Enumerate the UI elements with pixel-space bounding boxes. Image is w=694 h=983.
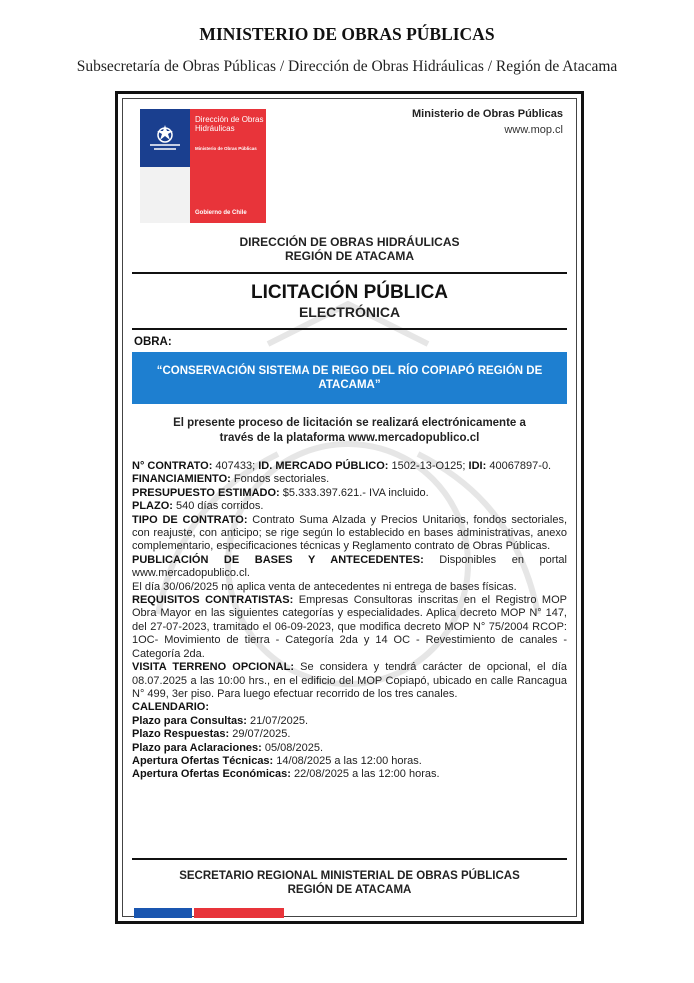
flag-stripe-blue (134, 908, 192, 918)
ministry-url[interactable]: www.mop.cl (504, 124, 563, 136)
visita-terreno (132, 661, 567, 701)
mercado-label: ID. MERCADO PÚBLICO: (258, 460, 389, 472)
header-subtitle: Subsecretaría de Obras Públicas / Dirección de Obras Hidráulicas / Región de Atacama (76, 58, 618, 75)
flag-stripe-red (194, 908, 284, 918)
requisitos-label: REQUISITOS CONTRATISTAS: (132, 594, 294, 607)
calendar-item (132, 742, 567, 755)
calendar-item-label: Plazo Respuestas: (132, 728, 230, 741)
presupuesto-value: $5.333.397.621.- IVA incluido. (279, 486, 429, 499)
obra-name: “CONSERVACIÓN SISTEMA DE RIEGO DEL RÍO COPIAPÓ REGIÓN DE ATACAMA” (156, 365, 543, 391)
calendar-item (132, 728, 567, 741)
financiamiento (132, 473, 567, 486)
mercado-value: 1502-13-O125; (388, 460, 469, 472)
obra-label: OBRA: (134, 336, 172, 348)
contrato-value: 407433; (212, 460, 259, 472)
calendar-item-label: Apertura Ofertas Técnicas: (132, 754, 274, 767)
ministry-name: Ministerio de Obras Públicas (412, 108, 563, 120)
tipo-contrato (132, 514, 567, 554)
calendar-item (132, 715, 567, 728)
calendar-item-value: 21/07/2025. (246, 714, 309, 727)
header-title: MINISTERIO DE OBRAS PÚBLICAS (199, 24, 495, 44)
calendar-item (132, 768, 567, 781)
financiamiento-label: FINANCIAMIENTO: (132, 473, 231, 486)
requisitos-value: Empresas Consultoras inscritas en el Registro MOP Obra Mayor en las siguientes categorías y especialidades. Aplica decreto MOP N° 147, del 27-07-2023, tramitado el 06-09-2023, que modifica decreto MOP N° 75/2004 RCOP: 1OC- Movimiento de tierra - Categoría 2da y 14 OC - Revestimiento de canales - Categoría 2da. (132, 594, 567, 660)
logo-white-field (140, 167, 190, 223)
presupuesto (132, 487, 567, 500)
plazo (132, 500, 567, 513)
visita-label: VISITA TERRENO OPCIONAL: (132, 661, 295, 674)
tender-subtitle: ELECTRÓNICA (298, 304, 401, 320)
logo-emblem-icon (146, 123, 184, 153)
divider-top (132, 272, 567, 274)
contrato-label: N° CONTRATO: (132, 460, 213, 472)
calendar-heading (132, 701, 567, 714)
publicacion (132, 554, 567, 581)
presupuesto-label: PRESUPUESTO ESTIMADO: (132, 486, 280, 499)
requisitos (132, 594, 567, 661)
logo-gobierno-text: Gobierno de Chile (195, 210, 247, 216)
calendar-item-value: 29/07/2025. (229, 728, 291, 741)
obra-title-band (132, 352, 567, 404)
publicacion-note: El día 30/06/2025 no aplica venta de antecedentes ni entrega de bases físicas. (132, 580, 517, 593)
direction-line-1: DIRECCIÓN DE OBRAS HIDRÁULICAS (239, 235, 460, 249)
tipo-value: Contrato Suma Alzada y Precios Unitarios, fondos sectoriales, con reajuste, con anticipo; se rige según lo establecido en bases administrativas, anexo complementario, especificaciones técnicas y Reglamento contrato de Obras Públicas. (132, 513, 568, 553)
idi-value: 40067897-0. (486, 460, 552, 472)
calendar-item-value: 14/08/2025 a las 12:00 horas. (273, 754, 422, 767)
contract-ids (132, 460, 567, 473)
calendar-heading-text: CALENDARIO: (132, 701, 209, 714)
notice-frame (115, 91, 584, 924)
signature-line-2: REGIÓN DE ATACAMA (287, 884, 412, 896)
direction-line-2: REGIÓN DE ATACAMA (284, 249, 415, 263)
intro-line-2: través de la plataforma www.mercadopublico.cl (219, 431, 480, 444)
calendar-item-value: 22/08/2025 a las 12:00 horas. (290, 768, 440, 781)
divider-mid (132, 328, 567, 330)
tender-title: LICITACIÓN PÚBLICA (250, 282, 449, 303)
mop-logo (140, 109, 266, 223)
calendar-item-label: Plazo para Consultas: (132, 714, 247, 727)
financiamiento-value: Fondos sectoriales. (230, 473, 330, 486)
signature-line-1: SECRETARIO REGIONAL MINISTERIAL DE OBRAS PÚBLICAS (179, 870, 520, 882)
visita-value: Se considera y tendrá carácter de opcional, el día 08.07.2025 a las 10:00 hrs., en el edificio del MOP Copiapó, ubicado en calle Rancagua N° 499, 3er piso. Para luego efectuar recorrido de los tres canales. (132, 661, 567, 700)
intro-text (142, 416, 557, 445)
logo-ministry-text: Ministerio de Obras Públicas (195, 146, 257, 151)
intro-line-1: El presente proceso de licitación se realizará electrónicamente a (173, 417, 526, 429)
logo-direction-text: Dirección de Obras Hidráulicas (195, 115, 264, 133)
publicacion-value: Disponibles en portal www.mercadopublico.cl. (132, 553, 567, 580)
calendar-item-label: Plazo para Aclaraciones: (132, 741, 262, 754)
calendar-item (132, 755, 567, 768)
divider-bottom (132, 858, 567, 860)
signature-block (130, 869, 569, 897)
tender-details (132, 460, 567, 782)
plazo-value: 540 días corridos. (172, 500, 264, 513)
plazo-label: PLAZO: (132, 500, 173, 513)
calendar-item-label: Apertura Ofertas Económicas: (132, 768, 291, 781)
direction-heading (130, 235, 569, 263)
idi-label: IDI: (468, 460, 487, 472)
tipo-label: TIPO DE CONTRATO: (132, 513, 248, 526)
calendar-item-value: 05/08/2025. (261, 741, 323, 754)
publicacion-label: PUBLICACIÓN DE BASES Y ANTECEDENTES: (132, 553, 424, 566)
